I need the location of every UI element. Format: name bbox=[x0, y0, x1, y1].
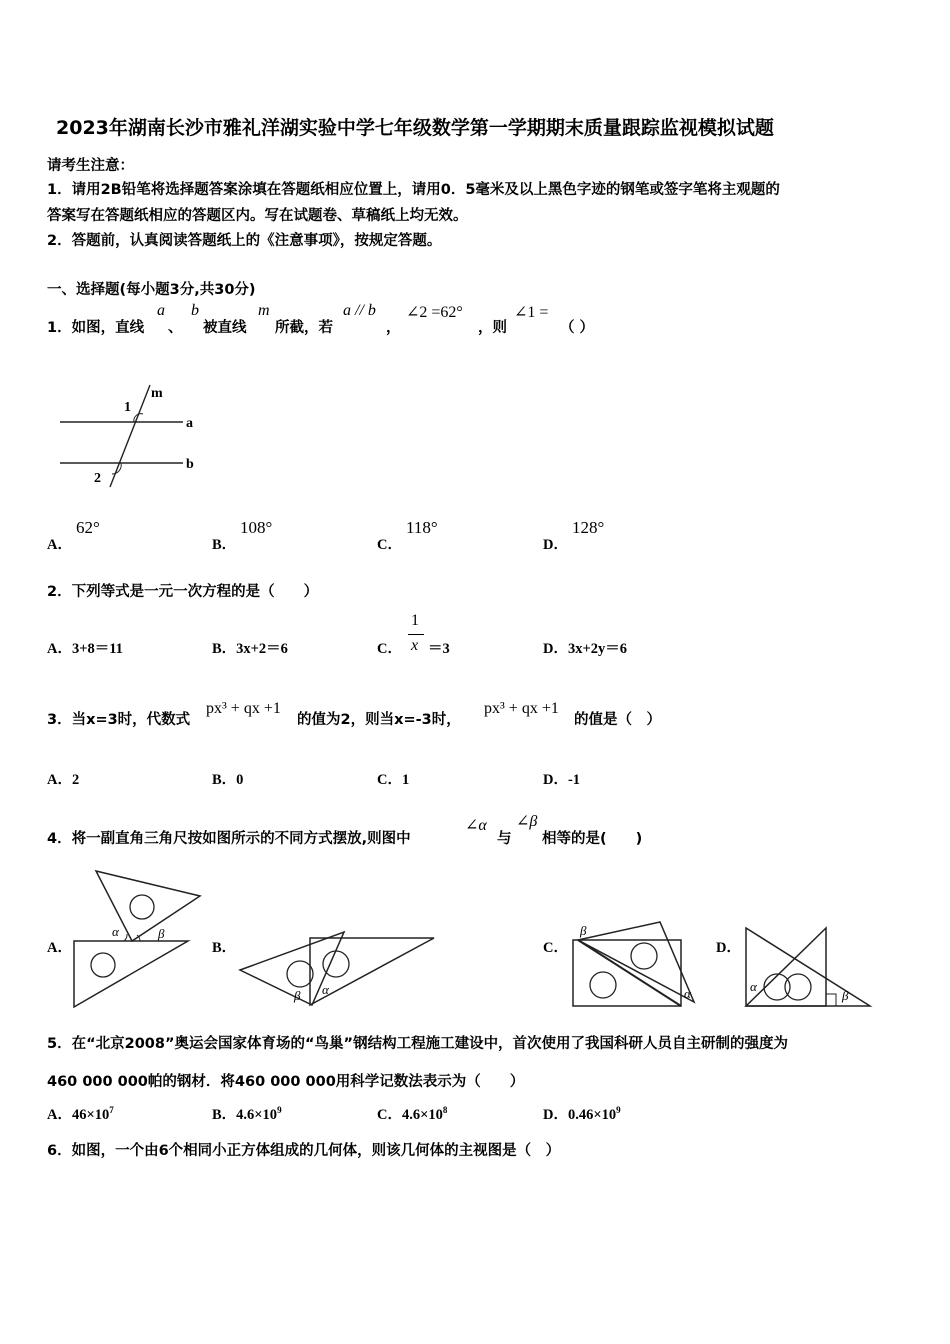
q2-fraction-bar bbox=[408, 634, 424, 635]
q6-stem: 6．如图，一个由6个相同小正方体组成的几何体，则该几何体的主视图是（ ） bbox=[47, 1143, 561, 1159]
q3-option-c: C．1 bbox=[377, 772, 410, 788]
q1-figure-label-m: m bbox=[151, 386, 163, 401]
q4-figure-d bbox=[742, 924, 877, 1009]
q2-option-c-numerator: 1 bbox=[411, 612, 419, 629]
q1-angle-1: ∠1 = bbox=[514, 304, 549, 321]
q1-figure-label-a: a bbox=[186, 416, 193, 431]
q4-option-b-letter: B． bbox=[212, 940, 237, 956]
q2-option-a: A．3+8＝11 bbox=[47, 641, 123, 657]
q3-text-1: 3．当x=3时，代数式 bbox=[47, 712, 191, 728]
q1-line-a: a bbox=[157, 302, 165, 319]
q4d-alpha-label: α bbox=[750, 979, 757, 994]
q5-option-b: B．$4.6\times 10^9$ bbox=[212, 1105, 282, 1123]
q3-option-d: D．-1 bbox=[543, 772, 581, 788]
q3-text-3: 的值是（ ） bbox=[574, 712, 661, 728]
q1-option-c-value: 118° bbox=[406, 518, 438, 537]
q1-parallel: a // b bbox=[343, 302, 376, 319]
q1-text-1: 1．如图，直线 bbox=[47, 320, 145, 336]
q4a-alpha-label: α bbox=[112, 924, 119, 939]
q1-option-a-value: 62° bbox=[76, 518, 100, 537]
q1-text-4: 所截，若 bbox=[275, 320, 333, 336]
q4c-beta-label: β bbox=[580, 923, 587, 938]
notice-line-2: 2．答题前，认真阅读答题纸上的《注意事项》，按规定答题。 bbox=[47, 233, 442, 249]
q1-figure-label-1: 1 bbox=[124, 400, 131, 415]
q4-option-c-letter: C． bbox=[543, 940, 568, 956]
page-title: 2023年湖南长沙市雅礼洋湖实验中学七年级数学第一学期期末质量跟踪监视模拟试题 bbox=[56, 117, 774, 139]
q5-line-2: 460 000 000帕的钢材．将460 000 000用科学记数法表示为（ ） bbox=[47, 1074, 525, 1090]
q3-option-b: B．0 bbox=[212, 772, 244, 788]
q1-figure-label-b: b bbox=[186, 457, 194, 472]
q1-figure bbox=[48, 370, 263, 495]
q5-option-c: C．$4.6\times 10^8$ bbox=[377, 1105, 448, 1123]
q1-option-b-letter: B． bbox=[212, 537, 237, 553]
q4d-beta-label: β bbox=[842, 988, 849, 1003]
q2-option-c-rest: ＝3 bbox=[428, 641, 450, 657]
q1-text-3: 被直线 bbox=[203, 320, 247, 336]
q4-option-d-letter: D． bbox=[716, 940, 741, 956]
q1-option-b-value: 108° bbox=[240, 518, 273, 537]
q1-text-7: （ ） bbox=[560, 320, 595, 336]
q4-text-2: 与 bbox=[497, 831, 512, 847]
q5-option-d: D．$0.46\times 10^9$ bbox=[543, 1105, 621, 1123]
q4-figure-a bbox=[70, 866, 210, 1011]
q4-figure-b bbox=[236, 930, 438, 1008]
q2-stem: 2．下列等式是一元一次方程的是（ ） bbox=[47, 584, 319, 600]
q1-option-d-letter: D． bbox=[543, 537, 568, 553]
q3-expression-1: px³ + qx +1 bbox=[206, 700, 281, 717]
q1-text-6: ，则 bbox=[478, 320, 507, 336]
q1-option-a-letter: A． bbox=[47, 537, 72, 553]
notice-line-1a: 1．请用2B铅笔将选择题答案涂填在答题纸相应位置上，请用0．5毫米及以上黑色字迹的钢笔或签字笔将主观题的 bbox=[47, 182, 780, 198]
q3-option-a: A．2 bbox=[47, 772, 80, 788]
q5-option-a: A．$46\times 10^7$ bbox=[47, 1105, 114, 1123]
q2-option-d: D．3x+2y＝6 bbox=[543, 641, 627, 657]
q4-angle-beta: ∠β bbox=[516, 813, 538, 830]
q1-line-m: m bbox=[258, 302, 270, 319]
q5-line-1: 5．在“北京2008”奥运会国家体育场的“鸟巢”钢结构工程施工建设中，首次使用了我国科研人员自主研制的强度为 bbox=[47, 1036, 789, 1052]
q4-angle-alpha: ∠α bbox=[465, 817, 487, 834]
q4a-beta-label: β bbox=[158, 926, 165, 941]
q1-text-2: 、 bbox=[168, 320, 183, 336]
q4-text-3: 相等的是( ) bbox=[542, 831, 643, 847]
q4b-beta-label: β bbox=[294, 988, 301, 1003]
q4c-alpha-label: α bbox=[684, 986, 691, 1001]
q3-expression-2: px³ + qx +1 bbox=[484, 700, 559, 717]
q1-option-c-letter: C． bbox=[377, 537, 402, 553]
q1-line-b: b bbox=[191, 302, 199, 319]
q1-text-5: ， bbox=[386, 320, 401, 336]
q2-option-c-denominator: x bbox=[411, 637, 419, 654]
q3-text-2: 的值为2，则当x=-3时， bbox=[297, 712, 461, 728]
q4b-alpha-label: α bbox=[322, 982, 329, 997]
notice-line-1b: 答案写在答题纸相应的答题区内。写在试题卷、草稿纸上均无效。 bbox=[47, 208, 468, 224]
notice-heading: 请考生注意： bbox=[47, 158, 134, 174]
q2-option-c-letter: C． bbox=[377, 641, 402, 657]
q1-figure-label-2: 2 bbox=[94, 471, 101, 486]
q2-option-b: B．3x+2＝6 bbox=[212, 641, 288, 657]
q1-option-d-value: 128° bbox=[572, 518, 605, 537]
q4-text-1: 4．将一副直角三角尺按如图所示的不同方式摆放,则图中 bbox=[47, 831, 411, 847]
section-heading: 一、选择题(每小题3分,共30分) bbox=[47, 282, 256, 298]
q1-angle-2: ∠2 =62° bbox=[406, 304, 463, 321]
q4-figure-c bbox=[568, 918, 700, 1010]
q4-option-a-letter: A． bbox=[47, 940, 72, 956]
